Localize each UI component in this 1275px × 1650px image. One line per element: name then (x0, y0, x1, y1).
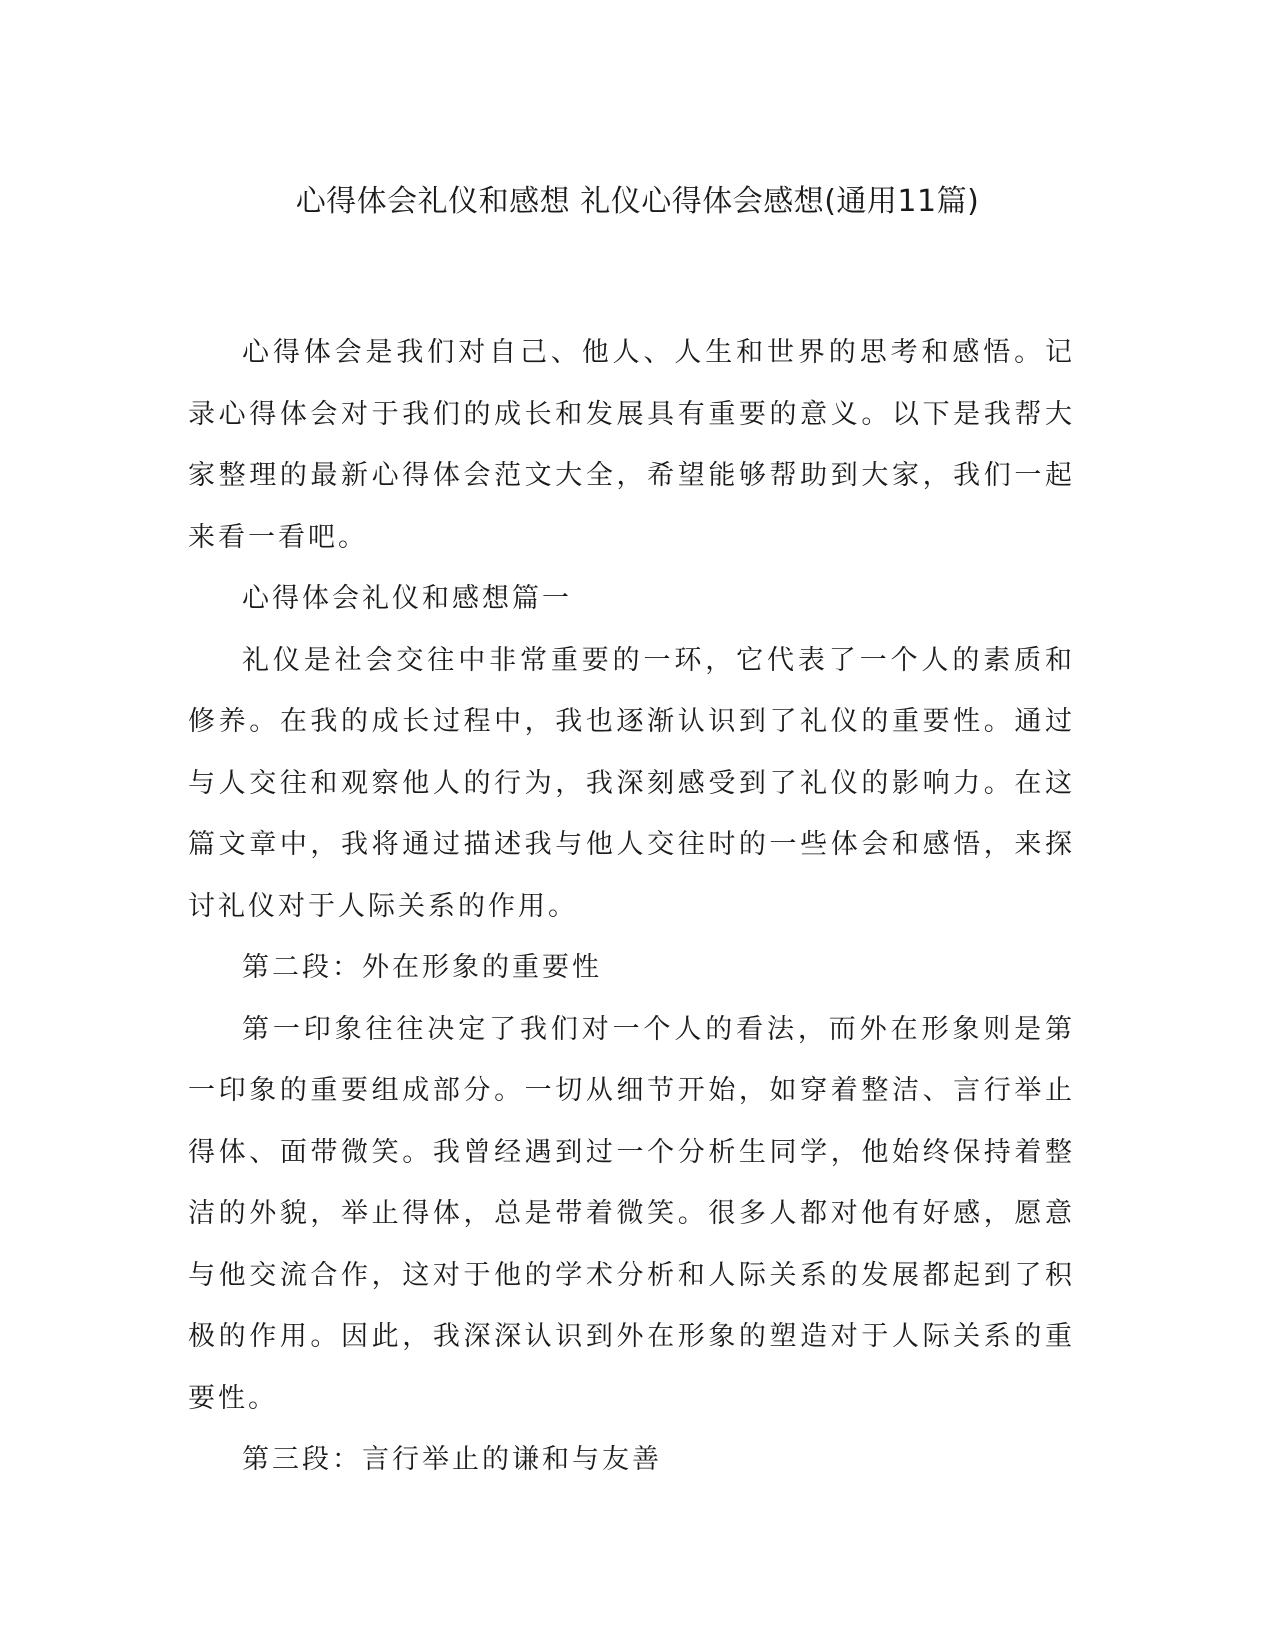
body-paragraph: 礼仪是社会交往中非常重要的一环，它代表了一个人的素质和修养。在我的成长过程中，我也逐渐认识到了礼仪的重要性。通过与人交往和观察他人的行为，我深刻感受到了礼仪的影响力。在这篇文章中，我将通过描述我与他人交往时的一些体会和感悟，来探讨礼仪对于人际关系的作用。 (188, 644, 1075, 922)
section-heading-part-one: 心得体会礼仪和感想篇一 (242, 583, 572, 614)
section-heading-second: 第二段：外在形象的重要性 (242, 952, 602, 983)
body-paragraph: 第一印象往往决定了我们对一个人的看法，而外在形象则是第一印象的重要组成部分。一切从细节开始，如穿着整洁、言行举止得体、面带微笑。我曾经遇到过一个分析生同学，他始终保持着整洁的外貌，举止得体，总是带着微笑。很多人都对他有好感，愿意与他交流合作，这对于他的学术分析和人际关系的发展都起到了积极的作用。因此，我深深认识到外在形象的塑造对于人际关系的重要性。 (188, 1013, 1075, 1414)
section-heading-third: 第三段：言行举止的谦和与友善 (242, 1444, 662, 1475)
document-body (188, 322, 1075, 1491)
intro-paragraph: 心得体会是我们对自己、他人、人生和世界的思考和感悟。记录心得体会对于我们的成长和发展具有重要的意义。以下是我帮大家整理的最新心得体会范文大全，希望能够帮助到大家，我们一起来看一看吧。 (188, 337, 1075, 553)
document-title: 心得体会礼仪和感想 礼仪心得体会感想(通用11篇) (295, 184, 980, 219)
